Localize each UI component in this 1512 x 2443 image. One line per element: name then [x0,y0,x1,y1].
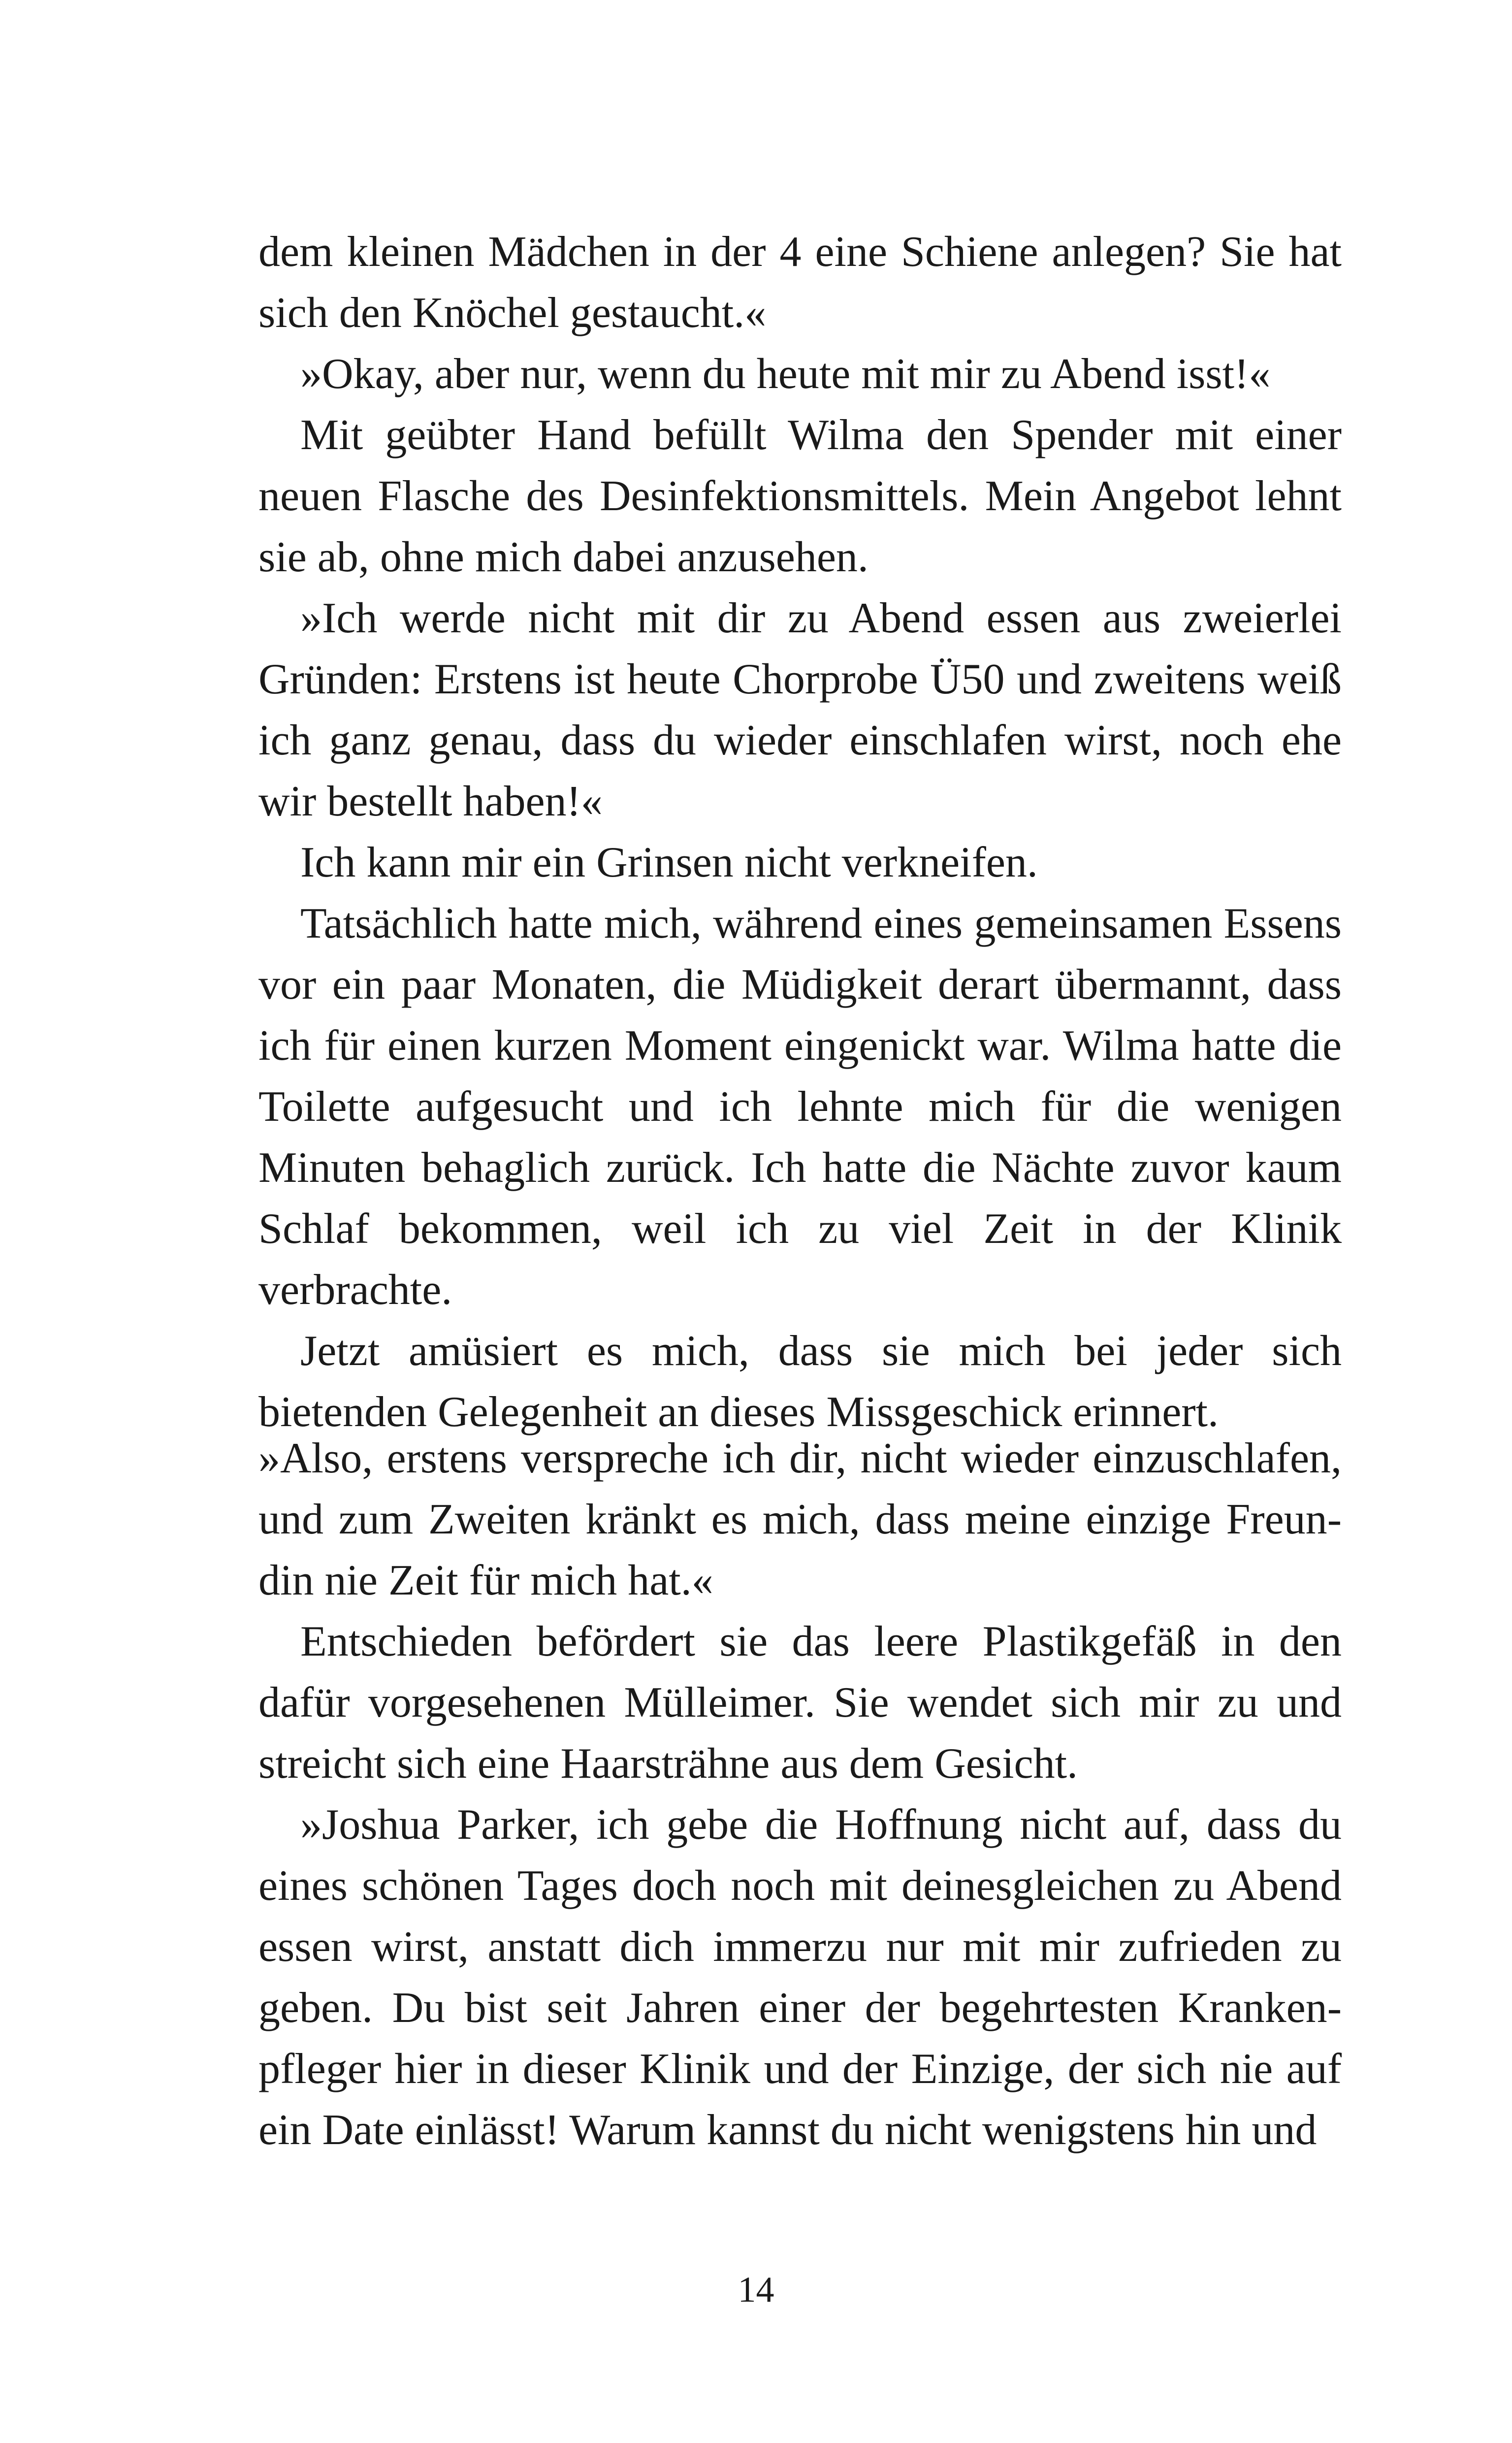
text-section-1 [258,222,1342,1443]
paragraph: »Joshua Parker, ich gebe die Hoffnung nicht auf, dass du eines schönen Tages doch noch mit deinesgleichen zu Abend essen wirst, anstatt dich immerzu nur mit mir zufrieden zu geben. Du bist seit Jahren einer der begehrtesten Krankenpfleger hier in dieser Klinik und der Einzige, der sich nie auf ein Date einlässt! Warum kannst du nicht wenigstens hin und [258,1801,1342,2154]
paragraph: »Ich werde nicht mit dir zu Abend essen aus zweierlei Gründen: Erstens ist heute Chorprobe Ü50 und zweitens weiß ich ganz genau, dass du wieder einschlafen wirst, noch ehe wir bestellt haben!« [258,594,1342,825]
paragraph: Jetzt amüsiert es mich, dass sie mich bei jeder sich bietenden Gelegenheit an dieses Missgeschick erinnert. [258,1327,1342,1436]
page-number: 14 [738,2270,774,2310]
paragraph: dem kleinen Mädchen in der 4 eine Schiene anlegen? Sie hat sich den Knöchel gestaucht.« [258,228,1342,337]
paragraph: Entschieden befördert sie das leere Plastikgefäß in den dafür vorgesehenen Mülleimer. Sie wendet sich mir zu und streicht sich eine Haarsträhne aus dem Gesicht. [258,1618,1342,1788]
paragraph: »Okay, aber nur, wenn du heute mit mir zu Abend isst!« [300,350,1271,398]
paragraph: Mit geübter Hand befüllt Wilma den Spender mit einer neuen Flasche des Desinfektionsmittels. Mein Angebot lehnt sie ab, ohne mich dabei anzusehen. [258,411,1342,581]
paragraph: Ich kann mir ein Grinsen nicht verkneifen. [300,839,1038,886]
paragraph: »Also, erstens verspreche ich dir, nicht wieder einzuschlafen, und zum Zweiten kränkt es mich, dass meine einzige Freundin nie Zeit für mich hat.« [258,1434,1342,1604]
paragraph: Tatsächlich hatte mich, während eines gemeinsamen Essens vor ein paar Monaten, die Müdigkeit derart übermannt, dass ich für einen kurzen Moment eingenickt war. Wilma hatte die Toilette aufgesucht und ich lehnte mich für die wenigen Minuten behaglich zurück. Ich hatte die Nächte zuvor kaum Schlaf bekommen, weil ich zu viel Zeit in der Klinik verbrachte. [258,900,1342,1314]
text-section-2 [258,1428,1342,2161]
